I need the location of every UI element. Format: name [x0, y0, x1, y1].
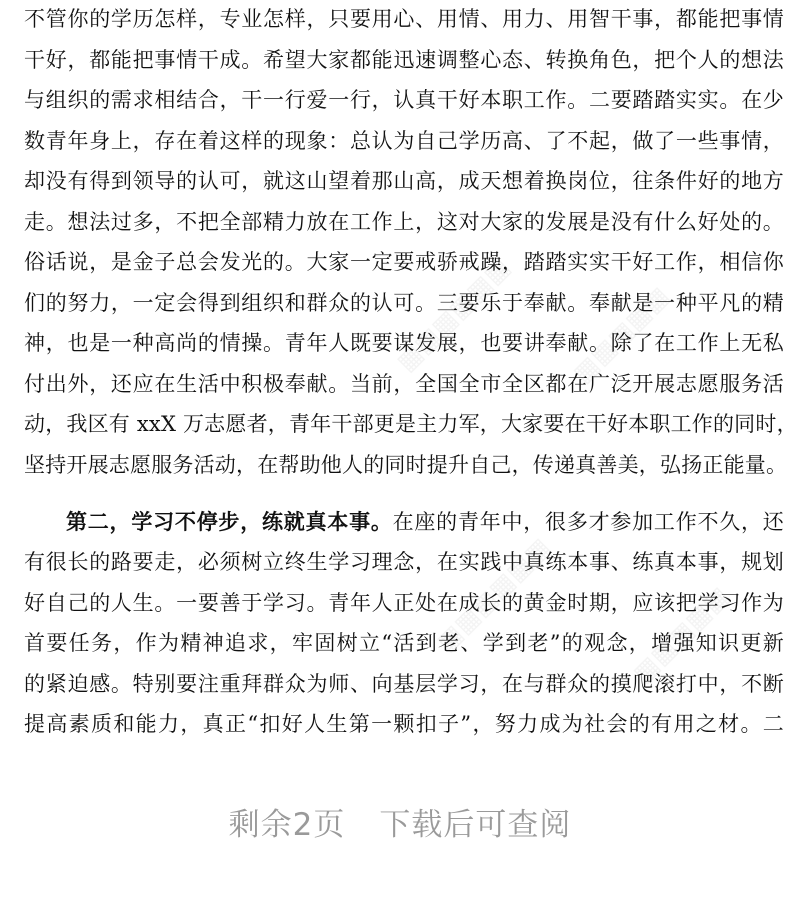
body-text-line: 提高素质和能力，真正“扣好人生第一颗扣子”，努力成为社会的有用之材。二: [24, 712, 784, 736]
remaining-pages-label: 剩余2页: [228, 807, 346, 843]
body-text-line: 神，也是一种高尚的情操。青年人既要谋发展，也要讲奉献。除了在工作上无私: [24, 331, 784, 355]
body-text-line: 的紧迫感。特别要注重拜群众为师、向基层学习，在与群众的摸爬滚打中，不断: [24, 672, 784, 696]
download-hint-label: 下载后可查阅: [379, 807, 572, 843]
body-text-line: 动，我区有 xxX 万志愿者，青年干部更是主力军，大家要在干好本职工作的同时，: [24, 412, 798, 436]
body-text-line: 首要任务，作为精神追求，牢固树立“活到老、学到老”的观念，增强知识更新: [24, 631, 784, 655]
watermark-mark: ▦▦▦▦▦▦: [390, 252, 517, 378]
body-text-line: 俗话说，是金子总会发光的。大家一定要戒骄戒躁，踏踏实实干好工作，相信你: [24, 250, 784, 274]
body-text-line: 有很长的路要走，必须树立终生学习理念，在实践中真练本事、练真本事，规划: [24, 550, 784, 574]
remaining-pages-banner[interactable]: [0, 800, 800, 850]
section-2-first-line-text: 在座的青年中，很多才参加工作不久，还: [392, 510, 784, 534]
watermark-mark: ▦▦▦▦▦: [567, 280, 676, 390]
body-text-line: 走。想法过多，不把全部精力放在工作上，这对大家的发展是没有什么好处的。: [24, 210, 784, 234]
watermark-mark: ▦▦▦▦▦▦: [430, 532, 557, 658]
body-text-line: 与组织的需求相结合，干一行爱一行，认真干好本职工作。二要踏踏实实。在少: [24, 88, 784, 112]
body-text-line: 们的努力，一定会得到组织和群众的认可。三要乐于奉献。奉献是一种平凡的精: [24, 291, 784, 315]
body-text-line: 付出外，还应在生活中积极奉献。当前，全国全市全区都在广泛开展志愿服务活: [24, 372, 784, 396]
section-2-heading: 第二，学习不停步，练就真本事。: [66, 509, 393, 534]
section-2-first-line: [66, 505, 784, 539]
body-text-line: 不管你的学历怎样，专业怎样，只要用心、用情、用力、用智干事，都能把事情: [24, 7, 784, 31]
body-text-line: 却没有得到领导的认可，就这山望着那山高，成天想着换岗位，往条件好的地方: [24, 169, 784, 193]
body-text-line: 数青年身上，存在着这样的现象：总认为自己学历高、了不起，做了一些事情，: [24, 129, 784, 153]
body-text-line: 坚持开展志愿服务活动，在帮助他人的同时提升自己，传递真善美，弘扬正能量。: [24, 453, 788, 477]
body-text-line: 好自己的人生。一要善于学习。青年人正处在成长的黄金时期，应该把学习作为: [24, 591, 784, 615]
body-text-line: 干好，都能把事情干成。希望大家都能迅速调整心态、转换角色，把个人的想法: [24, 48, 784, 72]
watermark-mark: ▦▦▦▦▦: [627, 580, 736, 690]
